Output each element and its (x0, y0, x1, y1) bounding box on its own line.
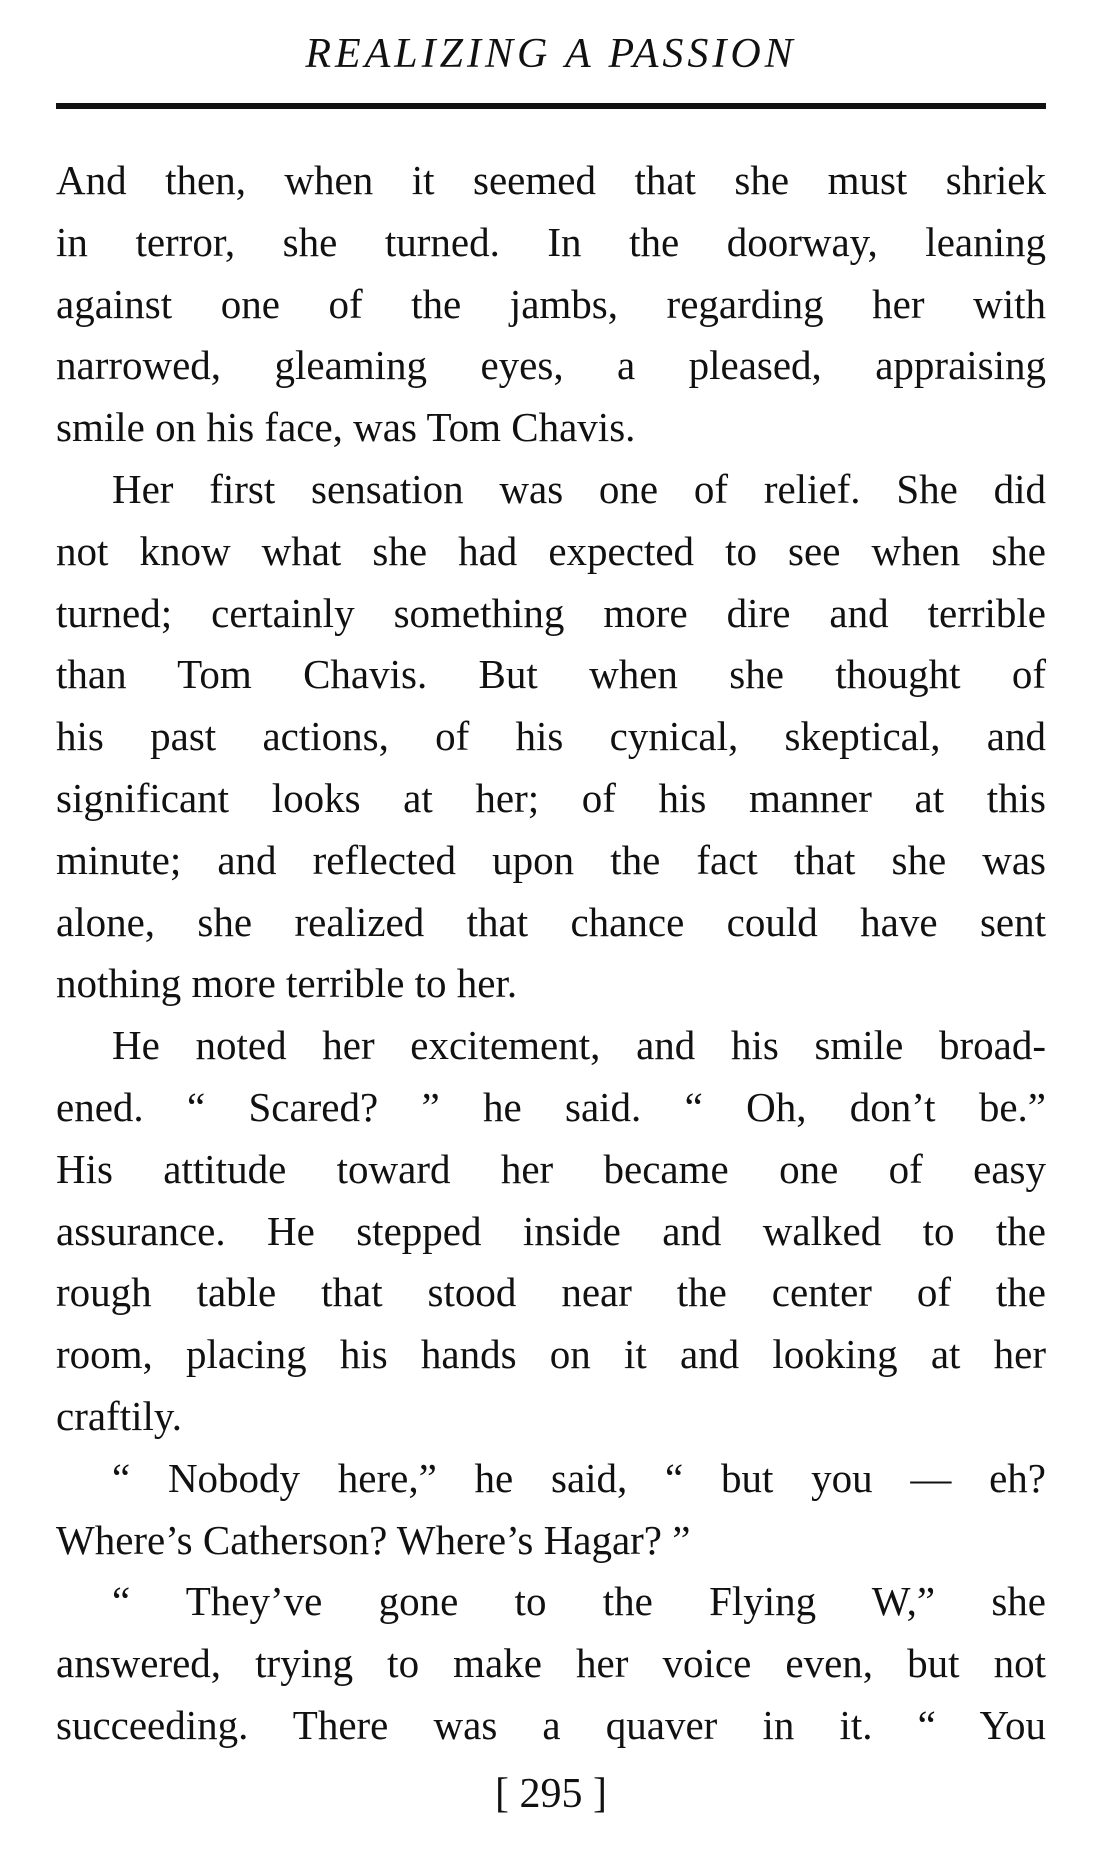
text-line: significant looks at her; of his manner at this (56, 774, 1046, 821)
text-line: room, placing his hands on it and looking at her (56, 1331, 1046, 1378)
book-page (56, 0, 1056, 1862)
text-line: minute; and reflected upon the fact that she was (56, 836, 1046, 883)
text-line: his past actions, of his cynical, skeptical, and (56, 713, 1046, 760)
text-line: in terror, she turned. In the doorway, leaning (56, 218, 1046, 265)
text-line: turned; certainly something more dire and terrible (56, 589, 1046, 636)
text-line: He noted her excitement, and his smile broad- (112, 1022, 1046, 1069)
text-line: succeeding. There was a quaver in it. “ You (56, 1701, 1046, 1748)
text-line: against one of the jambs, regarding her with (56, 280, 1046, 327)
page-number: [ 295 ] (495, 1771, 607, 1817)
text-line: ened. “ Scared? ” he said. “ Oh, don’t be.” (56, 1083, 1046, 1130)
text-line: than Tom Chavis. But when she thought of (56, 651, 1046, 698)
text-line: “ They’ve gone to the Flying W,” she (112, 1578, 1046, 1625)
text-line: rough table that stood near the center of the (56, 1269, 1046, 1316)
text-line: narrowed, gleaming eyes, a pleased, appraising (56, 342, 1046, 389)
text-line: nothing more terrible to her. (56, 960, 518, 1007)
text-line: assurance. He stepped inside and walked to the (56, 1207, 1046, 1254)
header-rule (56, 103, 1046, 109)
body-text (56, 150, 1046, 1757)
text-line: answered, trying to make her voice even, but not (56, 1640, 1046, 1687)
text-line: Her first sensation was one of relief. She did (112, 465, 1046, 512)
text-line: His attitude toward her became one of easy (56, 1145, 1046, 1192)
text-line: craftily. (56, 1392, 182, 1439)
text-line: smile on his face, was Tom Chavis. (56, 404, 636, 451)
text-line: not know what she had expected to see when she (56, 527, 1046, 574)
text-line: Where’s Catherson? Where’s Hagar? ” (56, 1516, 691, 1563)
running-header: REALIZING A PASSION (305, 31, 797, 77)
text-line: alone, she realized that chance could have sent (56, 898, 1046, 945)
text-line: “ Nobody here,” he said, “ but you — eh? (112, 1454, 1046, 1501)
text-line: And then, when it seemed that she must shriek (56, 157, 1046, 203)
